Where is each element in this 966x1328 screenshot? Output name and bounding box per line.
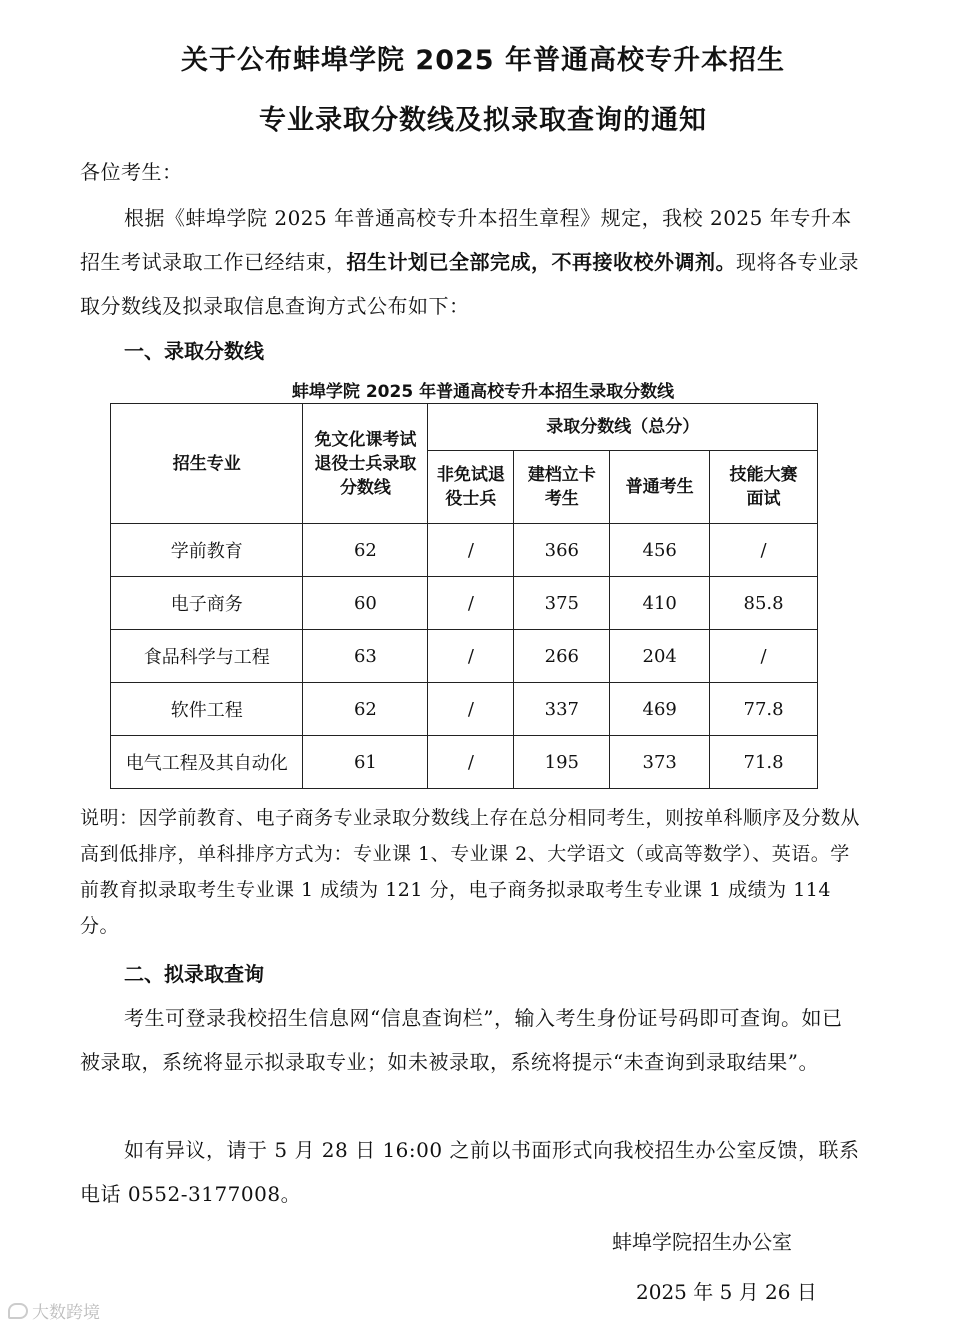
cell-regular: 204 — [610, 630, 710, 683]
cell-poverty: 266 — [514, 630, 610, 683]
table-row — [111, 683, 818, 736]
cell-poverty: 337 — [514, 683, 610, 736]
chat-bubble-icon — [8, 1303, 28, 1319]
section-heading-query: 二、拟录取查询 — [124, 962, 264, 986]
cell-exempt: 62 — [303, 524, 428, 577]
cell-exempt: 61 — [303, 736, 428, 789]
header-regular-students: 普通考生 — [610, 451, 710, 524]
greeting: 各位考生： — [80, 160, 183, 184]
table-title: 蚌埠学院 2025 年普通高校专升本招生录取分数线 — [291, 382, 675, 402]
header-skills-text: 技能大赛面试 — [729, 465, 798, 509]
cell-skills: 71.8 — [710, 736, 818, 789]
cell-skills: 85.8 — [710, 577, 818, 630]
cell-skills: / — [710, 524, 818, 577]
cell-nonexempt: / — [428, 577, 514, 630]
cell-poverty: 366 — [514, 524, 610, 577]
cell-regular: 469 — [610, 683, 710, 736]
section-heading-scores: 一、录取分数线 — [124, 339, 264, 363]
cell-regular: 373 — [610, 736, 710, 789]
query-paragraph: 考生可登录我校招生信息网“信息查询栏”，输入考生身份证号码即可查询。如已被录取，系统将显示拟录取专业；如未被录取，系统将提示“未查询到录取结果”。 — [80, 1006, 843, 1074]
cell-exempt: 60 — [303, 577, 428, 630]
cell-nonexempt: / — [428, 524, 514, 577]
intro-text-before: 根据《蚌埠学院 2025 年普通高校专升本招生章程》规定，我校 2025 年专升本招生考试录取工作已经结束， — [80, 206, 852, 274]
watermark-text: 大数跨境 — [32, 1303, 100, 1323]
table-row — [111, 630, 818, 683]
header-score-group: 录取分数线（总分） — [428, 404, 818, 451]
intro-text-after: 现将各专业录取分数线及拟录取信息查询方式公布如下： — [80, 250, 859, 318]
cell-skills: 77.8 — [710, 683, 818, 736]
cell-major: 电子商务 — [111, 577, 303, 630]
cell-regular: 456 — [610, 524, 710, 577]
header-exempt-soldier — [303, 404, 428, 524]
cell-skills: / — [710, 630, 818, 683]
cell-major: 学前教育 — [111, 524, 303, 577]
notice-title-line1: 关于公布蚌埠学院 2025 年普通高校专升本招生 — [181, 45, 785, 76]
table-row — [111, 524, 818, 577]
notice-title-line2: 专业录取分数线及拟录取查询的通知 — [259, 105, 707, 136]
header-poverty-text: 建档立卡考生 — [527, 465, 596, 509]
cell-exempt: 62 — [303, 683, 428, 736]
cell-poverty: 195 — [514, 736, 610, 789]
header-skills-interview — [710, 451, 818, 524]
cell-exempt: 63 — [303, 630, 428, 683]
header-nonexempt-soldier — [428, 451, 514, 524]
cell-major: 食品科学与工程 — [111, 630, 303, 683]
signature: 蚌埠学院招生办公室 — [612, 1230, 792, 1254]
cell-major: 电气工程及其自动化 — [111, 736, 303, 789]
cell-regular: 410 — [610, 577, 710, 630]
header-major: 招生专业 — [111, 404, 303, 524]
cell-nonexempt: / — [428, 736, 514, 789]
table-note: 说明：因学前教育、电子商务专业录取分数线上存在总分相同考生，则按单科顺序及分数从高到低排序，单科排序方式为：专业课 1、专业课 2、大学语文（或高等数学）、英语。学前教育拟录取考生专业课 1 成绩为 121 分，电子商务拟录取考生专业课 1 成绩为 114 分。 — [80, 807, 861, 937]
cell-nonexempt: / — [428, 630, 514, 683]
header-nonexempt-text: 非免试退役士兵 — [436, 465, 505, 509]
date: 2025 年 5 月 26 日 — [636, 1280, 817, 1304]
score-table — [110, 403, 818, 789]
header-exempt-soldier-text: 免文化课考试退役士兵录取分数线 — [314, 429, 417, 498]
cell-major: 软件工程 — [111, 683, 303, 736]
cell-poverty: 375 — [514, 577, 610, 630]
intro-bold-text: 招生计划已全部完成，不再接收校外调剂。 — [346, 250, 736, 274]
cell-nonexempt: / — [428, 683, 514, 736]
table-row — [111, 577, 818, 630]
header-poverty-students — [514, 451, 610, 524]
objection-paragraph: 如有异议，请于 5 月 28 日 16:00 之前以书面形式向我校招生办公室反馈，联系电话 0552-3177008。 — [80, 1138, 860, 1206]
table-row — [111, 736, 818, 789]
watermark — [8, 1298, 100, 1323]
intro-paragraph — [80, 196, 860, 328]
